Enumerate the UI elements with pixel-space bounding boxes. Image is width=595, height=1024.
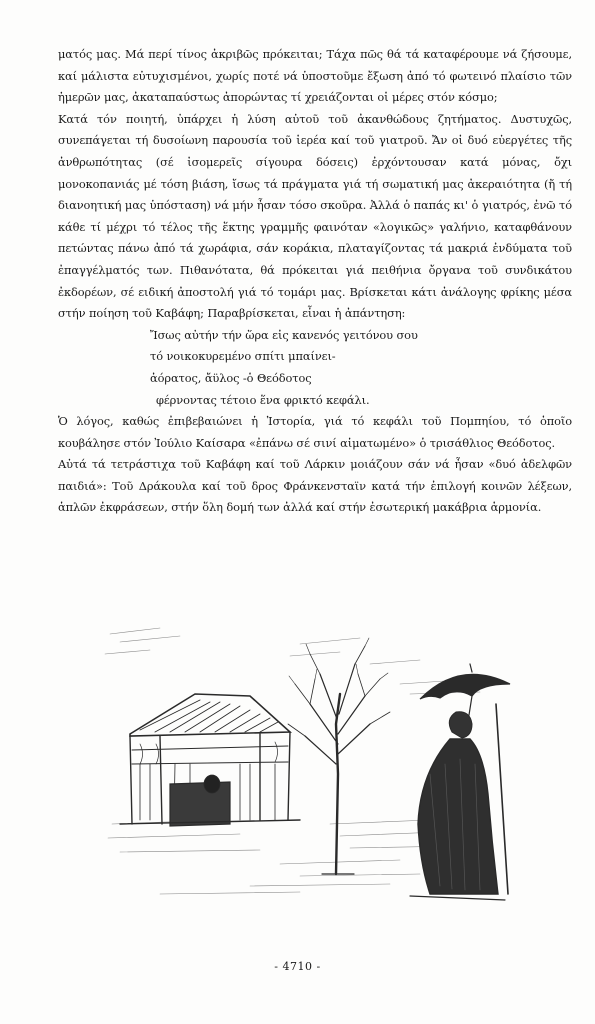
sketch-svg xyxy=(100,624,525,916)
poem-line-4: φέρνοντας τέτοιο ἕνα φρικτό κεφάλι. xyxy=(156,392,370,407)
tree-drawing xyxy=(288,638,390,874)
umbrella-figure-drawing xyxy=(410,664,510,900)
kiosk-drawing xyxy=(120,694,300,826)
poem-line-1: Ἴσως αὐτήν τήν ὥρα εἰς κανενός γειτόνου σου xyxy=(150,327,418,342)
poem-quote xyxy=(58,325,572,411)
paragraph-4: Αὐτά τά τετράστιχα τοῦ Καβάφη καί τοῦ Λάρκιν μοιάζουν σάν νά ἦσαν «δυό ἀδελφῶν παιδιά»: Τοῦ Δράκουλα καί τοῦ δρος Φράνκενσταϊν κατά τήν ἐπιλογή κοινῶν λέξεων, ἁπλῶν ἐκφράσεων, στήν ὅλη δομή των ἀλλά καί στήν ἐσωτερική μακάβρια ἁρμονία. xyxy=(58,457,572,515)
paragraph-2: Κατά τόν ποιητή, ὑπάρχει ἡ λύση αὐτοῦ τοῦ ἀκανθώδους ζητήματος. Δυστυχῶς, συνεπάγεται τή δυσοίωνη παρουσία τοῦ ἱερέα καί τοῦ γιατροῦ. Ἄν οἱ δυό εὐεργέτες τῆς ἀνθρωπότητας (σέ ἰσομερεῖς σίγουρα δόσεις) ἐρχόντουσαν κατά μόνας, ὄχι μονοκοπανιάς μέ τόση βιάση, ἴσως τά πράγματα γιά τή σωματική μας ἀκεραιότητα (ἤ τή διανοητική μας ὑπόσταση) νά μήν ἦσαν τόσο σκοῦρα. Ἀλλά ὁ παπάς κι' ὁ γιατρός, ἐνῶ τό κάθε τί μέχρι τό τέλος τῆς ἕκτης γραμμῆς φαινόταν «λογικῶς» γαλήνιο, καταφθάνουν πετώντας πάνω ἀπό τά χωράφια, σάν κοράκια, πλαταγίζοντας τά μακριά ἐνδύματα τοῦ ἐπαγγέλματός των. Πιθανότατα, θά πρόκειται γιά πειθήνια ὄργανα τοῦ συνδικάτου ἐκδορέων, σέ ειδική ἀποστολή γιά τό τομάρι μας. Βρίσκεται κάτι ἀνάλογης φρίκης μέσα στήν ποίηση τοῦ Καβάφη; Παραβρίσκεται, εἶναι ἡ ἀπάντηση: xyxy=(58,111,572,321)
page-number: - 4710 - xyxy=(274,960,321,973)
main-text xyxy=(58,44,572,519)
poem-line-3: ἀόρατος, ἄϋλος -ὁ Θεόδοτος xyxy=(150,370,312,385)
poem-line-2: τό νοικοκυρεμένο σπίτι μπαίνει- xyxy=(150,349,336,364)
paragraph-1: ματός μας. Μά περί τίνος ἀκριβῶς πρόκειται; Τάχα πῶς θά τά καταφέρουμε νά ζήσουμε, καί μάλιστα εὐτυχισμένοι, χωρίς ποτέ νά ὑποστοῦμε ἔξωση ἀπό τό φωτεινό πλαίσιο τῶν ἡμερῶν μας, ἀκαταπαύστως ἀπορώντας τί χρειάζονται οἱ μέρες στόν κόσμο; xyxy=(58,47,572,105)
paragraph-3: Ὁ λόγος, καθώς ἐπιβεβαιώνει ἡ Ἱστορία, γιά τό κεφάλι τοῦ Πομπηίου, τό ὁποῖο κουβάλησε στόν Ἰούλιο Καίσαρα «ἐπάνω σέ σινί αἱματωμένο» ὁ τρισάθλιος Θεόδοτος. xyxy=(58,414,572,450)
pencil-sketch-illustration xyxy=(100,624,525,916)
